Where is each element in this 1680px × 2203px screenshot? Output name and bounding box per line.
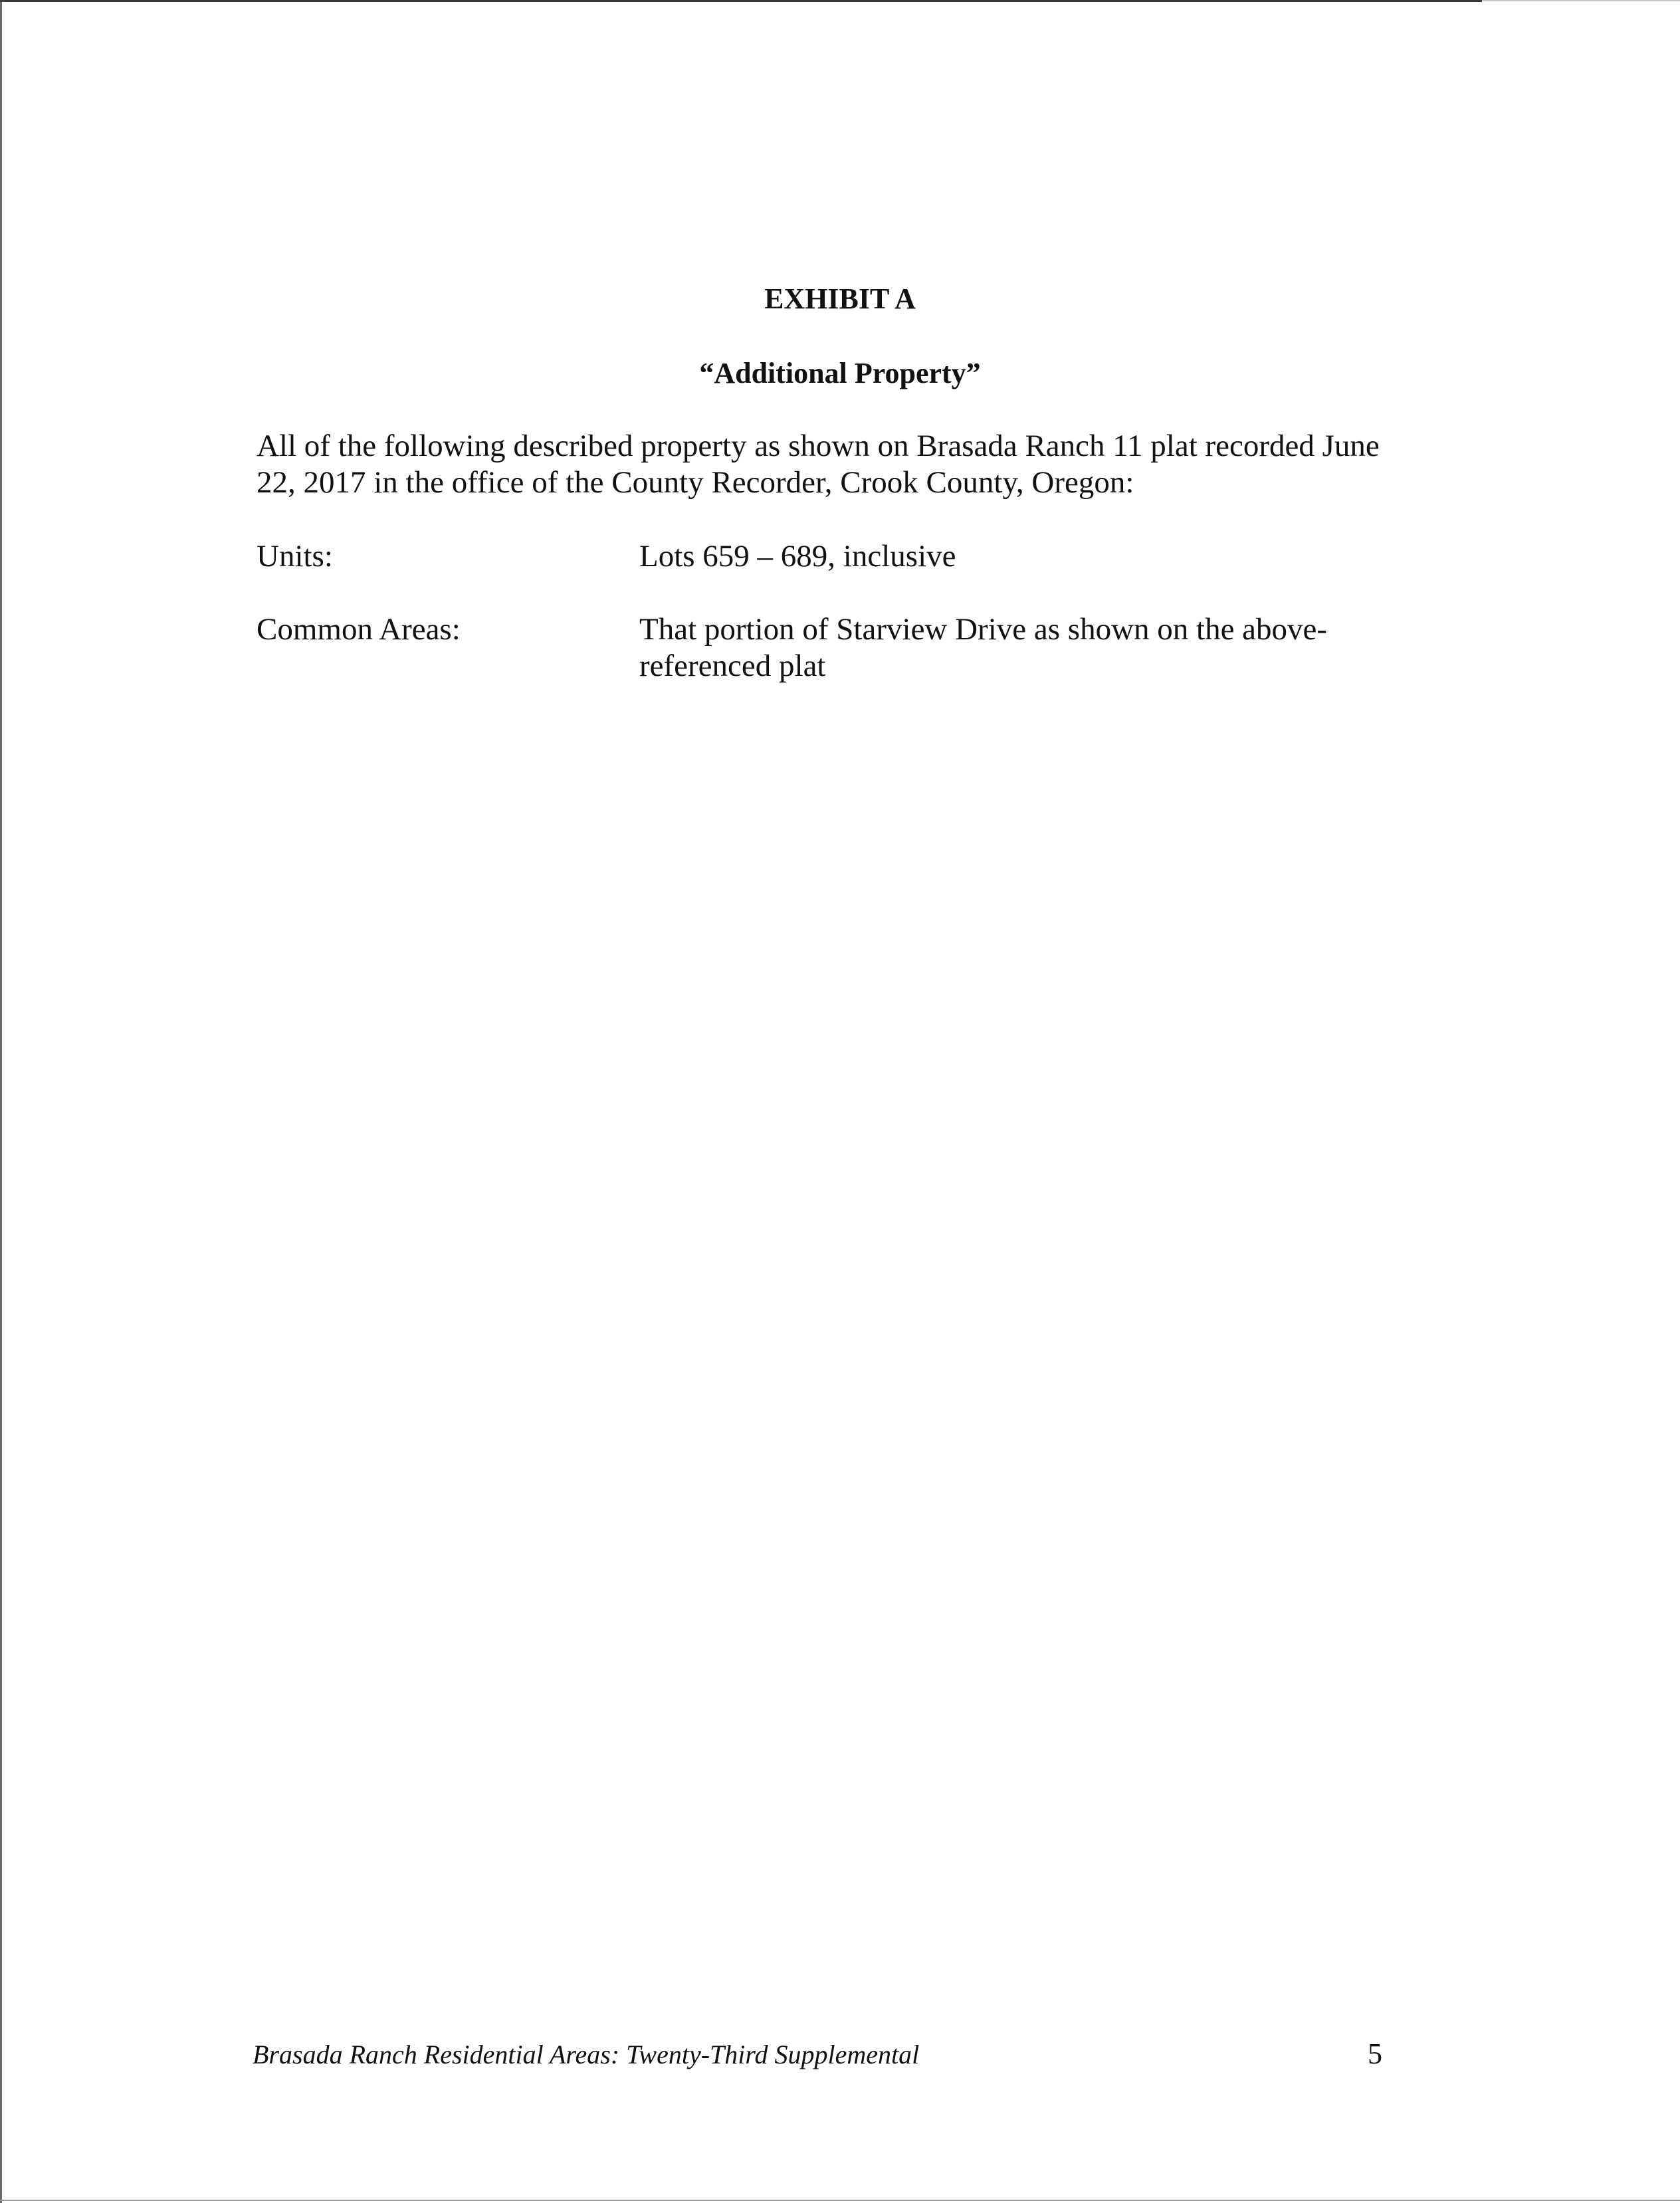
exhibit-title: EXHIBIT A xyxy=(764,282,916,315)
scan-edge-bottom xyxy=(0,2200,1680,2201)
intro-paragraph xyxy=(257,428,1426,501)
exhibit-subtitle: “Additional Property” xyxy=(699,357,981,389)
scan-edge-top xyxy=(0,0,1482,2)
footer-page-number: 5 xyxy=(1368,2038,1382,2070)
footer-document-title: Brasada Ranch Residential Areas: Twenty-Third Supplemental xyxy=(253,2040,920,2069)
units-value-text: Lots 659 – 689, inclusive xyxy=(639,539,956,574)
common-areas-value xyxy=(639,611,1426,684)
units-label: Units: xyxy=(257,539,333,574)
units-value xyxy=(639,538,1426,575)
common-areas-label: Common Areas: xyxy=(257,612,461,647)
common-areas-value-line-2: referenced plat xyxy=(639,649,826,683)
scan-edge-left xyxy=(0,0,2,2203)
scan-edge-top-faint xyxy=(1482,0,1680,1)
intro-line-1: All of the following described property as shown on Brasada Ranch 11 plat recorded June xyxy=(257,429,1380,463)
common-areas-value-line-1: That portion of Starview Drive as shown on the above- xyxy=(639,612,1328,647)
intro-line-2: 22, 2017 in the office of the County Recorder, Crook County, Oregon: xyxy=(257,465,1134,500)
